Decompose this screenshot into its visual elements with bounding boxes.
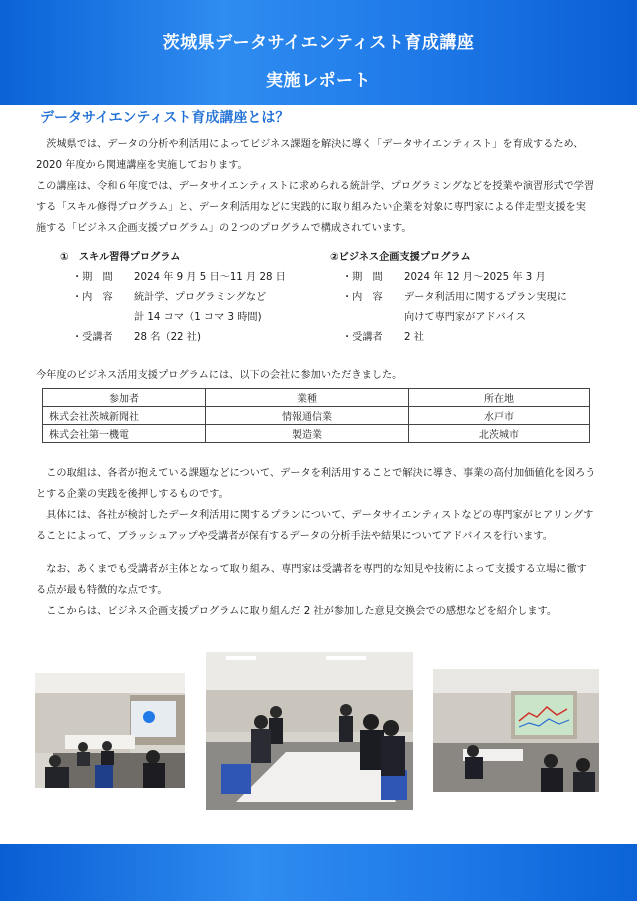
program-row-label: ・内 容 <box>72 292 113 303</box>
table-row <box>43 425 590 443</box>
program-row-value: 28 名（22 社) <box>134 332 201 343</box>
program-row-label: ・期 間 <box>72 272 113 283</box>
program-row <box>342 308 567 328</box>
program-row <box>72 268 286 288</box>
program-row-value: 2024 年 9 月 5 日～11 月 28 日 <box>134 272 286 283</box>
program-row <box>342 288 567 308</box>
table-intro-text: 今年度のビジネス活用支援プログラムには、以下の会社に参加いただきました。 <box>36 370 403 381</box>
table-cell: 北茨城市 <box>409 425 590 443</box>
page-title: 茨城県データサイエンティスト育成講座 <box>162 33 475 53</box>
program-skill <box>60 248 286 348</box>
program-row-label: ・受講者 <box>342 332 383 343</box>
participants-table <box>42 388 590 443</box>
body-paragraph-4: ここからは、ビジネス企画支援プログラムに取り組んだ 2 社が参加した意見交換会での感想などを紹介します。 <box>46 606 558 617</box>
program-title: ① スキル習得プログラム <box>60 252 181 263</box>
section-heading: データサイエンティスト育成講座とは？ <box>40 110 290 126</box>
meeting-photo-2 <box>206 652 413 810</box>
table-header-cell: 所在地 <box>409 389 590 407</box>
intro-paragraph-1: 茨城県では、データの分析や利活用によってビジネス課題を解決に導く「データサイエンティスト」を育成するため、2020 年度から関連講座を実施しております。 <box>36 139 584 171</box>
program-business <box>330 248 567 348</box>
program-row-value: 計 14 コマ（1 コマ 3 時間) <box>134 312 262 323</box>
table-cell: 情報通信業 <box>206 407 409 425</box>
meeting-photo-1 <box>35 673 185 788</box>
program-row-label: ・受講者 <box>72 332 113 343</box>
page-footer-banner <box>0 844 637 901</box>
program-row-value: 2024 年 12 月～2025 年 3 月 <box>404 272 546 283</box>
page-subtitle: 実施レポート <box>266 71 371 91</box>
intro-paragraph-2: この講座は、令和６年度では、データサイエンティストに求められる統計学、プログラミングなどを授業や演習形式で学習する「スキル修得プログラム」と、データ利活用などに実践的に取り組みたい企業を対象に専門家による伴走型支援を実施する「ビジネス企画支援プログラム」の２つのプログラムで構成されています。 <box>36 181 595 234</box>
meeting-photo-3 <box>433 669 599 792</box>
table-row <box>43 407 590 425</box>
program-row <box>342 268 567 288</box>
program-row <box>342 328 567 348</box>
body-paragraph-3: なお、あくまでも受講者が主体となって取り組み、専門家は受講者を専門的な知見や技術によって支援する立場に徹する点が最も特徴的な点です。 <box>36 564 587 596</box>
program-row <box>72 288 286 308</box>
table-cell: 製造業 <box>206 425 409 443</box>
program-row <box>72 328 286 348</box>
program-row-value: 2 社 <box>404 332 424 343</box>
program-row-value: 統計学、プログラミングなど <box>134 292 267 303</box>
program-row-label <box>72 308 134 328</box>
table-header-cell: 業種 <box>206 389 409 407</box>
program-row-label: ・期 間 <box>342 272 383 283</box>
program-row-label: ・内 容 <box>342 292 383 303</box>
program-title: ②ビジネス企画支援プログラム <box>330 252 471 263</box>
program-row-label <box>342 308 404 328</box>
table-header-row <box>43 389 590 407</box>
body-paragraph-2: 具体には、各社が検討したデータ利活用に関するプランについて、データサイエンティストなどの専門家がヒアリングすることによって、ブラッシュアップや受講者が保有するデータの分析手法や結果についてアドバイスを行います。 <box>36 510 594 542</box>
table-cell: 水戸市 <box>409 407 590 425</box>
page-header-banner <box>0 0 637 105</box>
program-row-value: データ利活用に関するプラン実現に <box>404 292 567 303</box>
program-row-value: 向けて専門家がアドバイス <box>404 312 526 323</box>
body-paragraph-1: この取組は、各者が抱えている課題などについて、データを利活用することで解決に導き、事業の高付加価値化を図ろうとする企業の実践を後押しするものです。 <box>36 468 596 500</box>
table-cell: 株式会社第一機電 <box>43 425 206 443</box>
table-header-cell: 参加者 <box>43 389 206 407</box>
table-cell: 株式会社茨城新聞社 <box>43 407 206 425</box>
program-row <box>72 308 286 328</box>
